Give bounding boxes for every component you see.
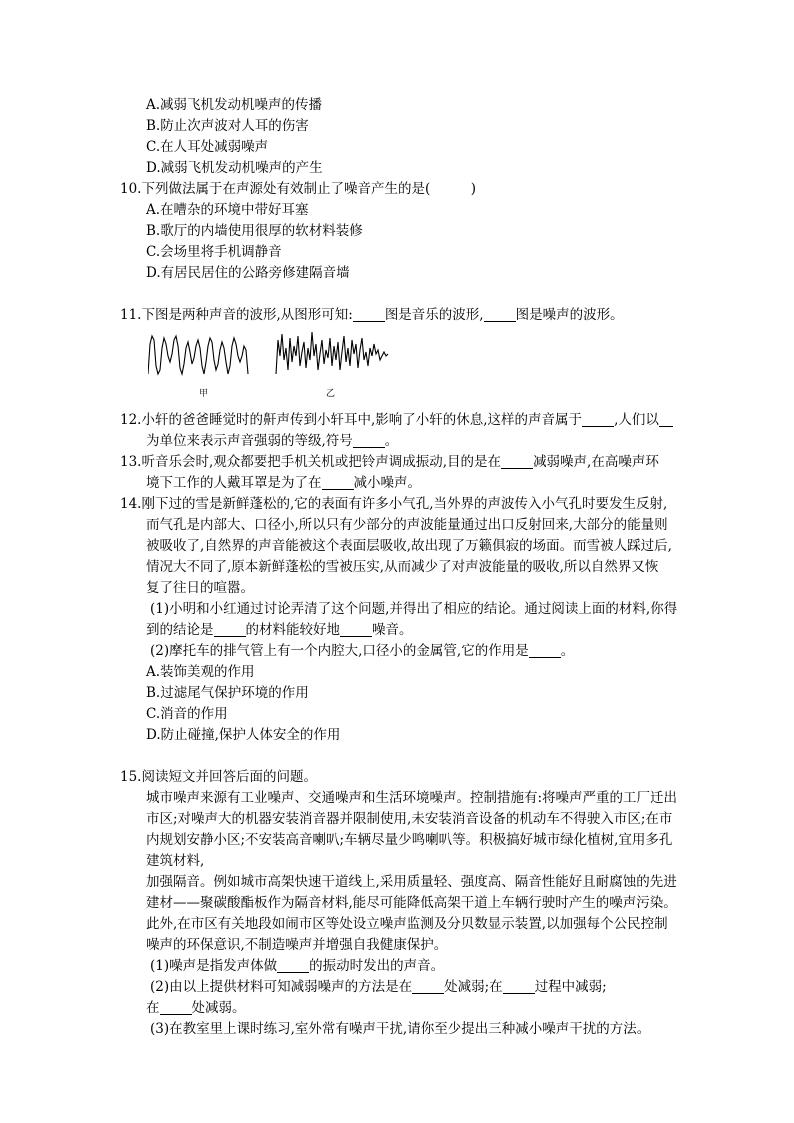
answer-blank[interactable]	[529, 643, 561, 658]
answer-blank[interactable]	[353, 433, 385, 448]
q10-option-c: C.会场里将手机调静音	[146, 244, 282, 260]
q14-paragraph-line: 14.刚下过的雪是新鲜蓬松的,它的表面有许多小气孔,当外界的声波传入小气孔时要发生反射,	[120, 496, 668, 512]
q10-option-b: B.歌厅的内墙使用很厚的软材料装修	[146, 223, 363, 239]
q15-sub2: (2)由以上提供材料可知减弱噪声的方法是在 处减弱;在 过程中减弱;	[150, 979, 607, 995]
q13-line2: 境下工作的人戴耳罩是为了在 减小噪声。	[146, 475, 421, 491]
answer-blank[interactable]	[277, 958, 309, 973]
q15-passage-line: 市区;对噪声大的机器安装消音器并限制使用,未安装消音设备的机动车不得驶入市区;在市	[146, 811, 673, 827]
q14-option-d: D.防止碰撞,保护人体安全的作用	[146, 727, 341, 743]
waveform-b	[276, 332, 388, 374]
q12-line2: 为单位来表示声音强弱的等级,符号 。	[146, 433, 399, 449]
answer-blank[interactable]	[160, 1000, 192, 1015]
q14-paragraph-line: 情况大不同了,原本新鲜蓬松的雪被压实,从而减少了对声波能量的吸收,所以自然界又恢	[146, 559, 659, 575]
q15-passage-line: 建筑材料,	[146, 853, 205, 869]
q15-passage-line: 城市噪声来源有工业噪声、交通噪声和生活环境噪声。控制措施有:将噪声严重的工厂迁出	[146, 790, 678, 806]
q14-sub1-line2: 到的结论是 的材料能较好地 噪音。	[146, 622, 413, 638]
answer-blank[interactable]	[582, 412, 614, 427]
q15-sub1: (1)噪声是指发声体做 的振动时发出的声音。	[150, 958, 445, 974]
q14-paragraph-line: 而气孔是内部大、口径小,所以只有少部分的声波能量通过出口反射回来,大部分的能量则	[146, 517, 668, 533]
q15-sub2-line2: 在 处减弱。	[146, 1000, 246, 1016]
waveform-figure	[148, 326, 398, 376]
q14-sub1-line1: (1)小明和小红通过讨论弄清了这个问题,并得出了相应的结论。通过阅读上面的材料,你得	[150, 601, 678, 617]
q15-sub3: (3)在教室里上课时练习,室外常有噪声干扰,请你至少提出三种减小噪声干扰的方法。	[150, 1021, 651, 1037]
answer-blank[interactable]	[412, 979, 444, 994]
answer-blank[interactable]	[214, 622, 246, 637]
q15-passage-line: 建材——聚碳酸酯板作为隔音材料,能尽可能降低高架干道上车辆行驶时产生的噪声污染。	[146, 895, 677, 911]
answer-blank[interactable]	[501, 454, 533, 469]
q14-option-a: A.装饰美观的作用	[146, 664, 255, 680]
answer-blank[interactable]	[322, 475, 354, 490]
answer-blank[interactable]	[659, 412, 673, 427]
answer-blank[interactable]	[503, 979, 535, 994]
q12-line1: 12.小轩的爸爸睡觉时的鼾声传到小轩耳中,影响了小轩的休息,这样的声音属于 ,人们以	[120, 410, 673, 430]
q10-option-d: D.有居民居住的公路旁修建隔音墙	[146, 265, 350, 281]
q15-stem: 15.阅读短文并回答后面的问题。	[120, 769, 317, 785]
q13-line1: 13.听音乐会时,观众都要把手机关机或把铃声调成振动,目的是在 减弱噪声,在高噪声环	[120, 454, 659, 470]
q14-sub2: (2)摩托车的排气管上有一个内腔大,口径小的金属管,它的作用是 。	[150, 643, 575, 659]
q9-option-d: D.减弱飞机发动机噪声的产生	[146, 160, 323, 176]
q15-passage-line: 内规划安静小区;不安装高音喇叭;车辆尽量少鸣喇叭等。积极搞好城市绿化植树,宜用多孔	[146, 832, 673, 848]
q9-option-a: A.减弱飞机发动机噪声的传播	[146, 97, 323, 113]
q15-passage-line: 噪声的环保意识,不制造噪声并增强自我健康保护。	[146, 937, 448, 953]
q14-option-b: B.过滤尾气保护环境的作用	[146, 685, 309, 701]
q14-option-c: C.消音的作用	[146, 706, 228, 722]
waveform-label-a: 甲	[199, 389, 209, 399]
q15-passage-line: 此外,在市区有关地段如闹市区等处设立噪声监测及分贝数显示装置,以加强每个公民控制	[146, 916, 668, 932]
q14-paragraph-line: 被吸收了,自然界的声音能被这个表面层吸收,故出现了万籁俱寂的场面。而雪被人踩过后,	[146, 538, 672, 554]
answer-blank[interactable]	[484, 307, 516, 322]
q11-stem: 11.下图是两种声音的波形,从图形可知: 图是音乐的波形, 图是噪声的波形。	[120, 307, 624, 323]
q10-stem: 10.下列做法属于在声源处有效制止了噪音产生的是( )	[120, 181, 477, 197]
q9-option-c: C.在人耳处减弱噪声	[146, 139, 269, 155]
q9-option-b: B.防止次声波对人耳的伤害	[146, 118, 309, 134]
waveform-a	[148, 336, 248, 374]
q10-option-a: A.在嘈杂的环境中带好耳塞	[146, 202, 309, 218]
answer-blank[interactable]	[340, 622, 372, 637]
q14-paragraph-line: 复了往日的喧嚣。	[146, 580, 254, 596]
waveform-label-b: 乙	[326, 389, 336, 399]
q15-passage-line: 加强隔音。例如城市高架快速干道线上,采用质量轻、强度高、隔音性能好且耐腐蚀的先进	[146, 874, 677, 890]
answer-blank[interactable]	[353, 307, 385, 322]
